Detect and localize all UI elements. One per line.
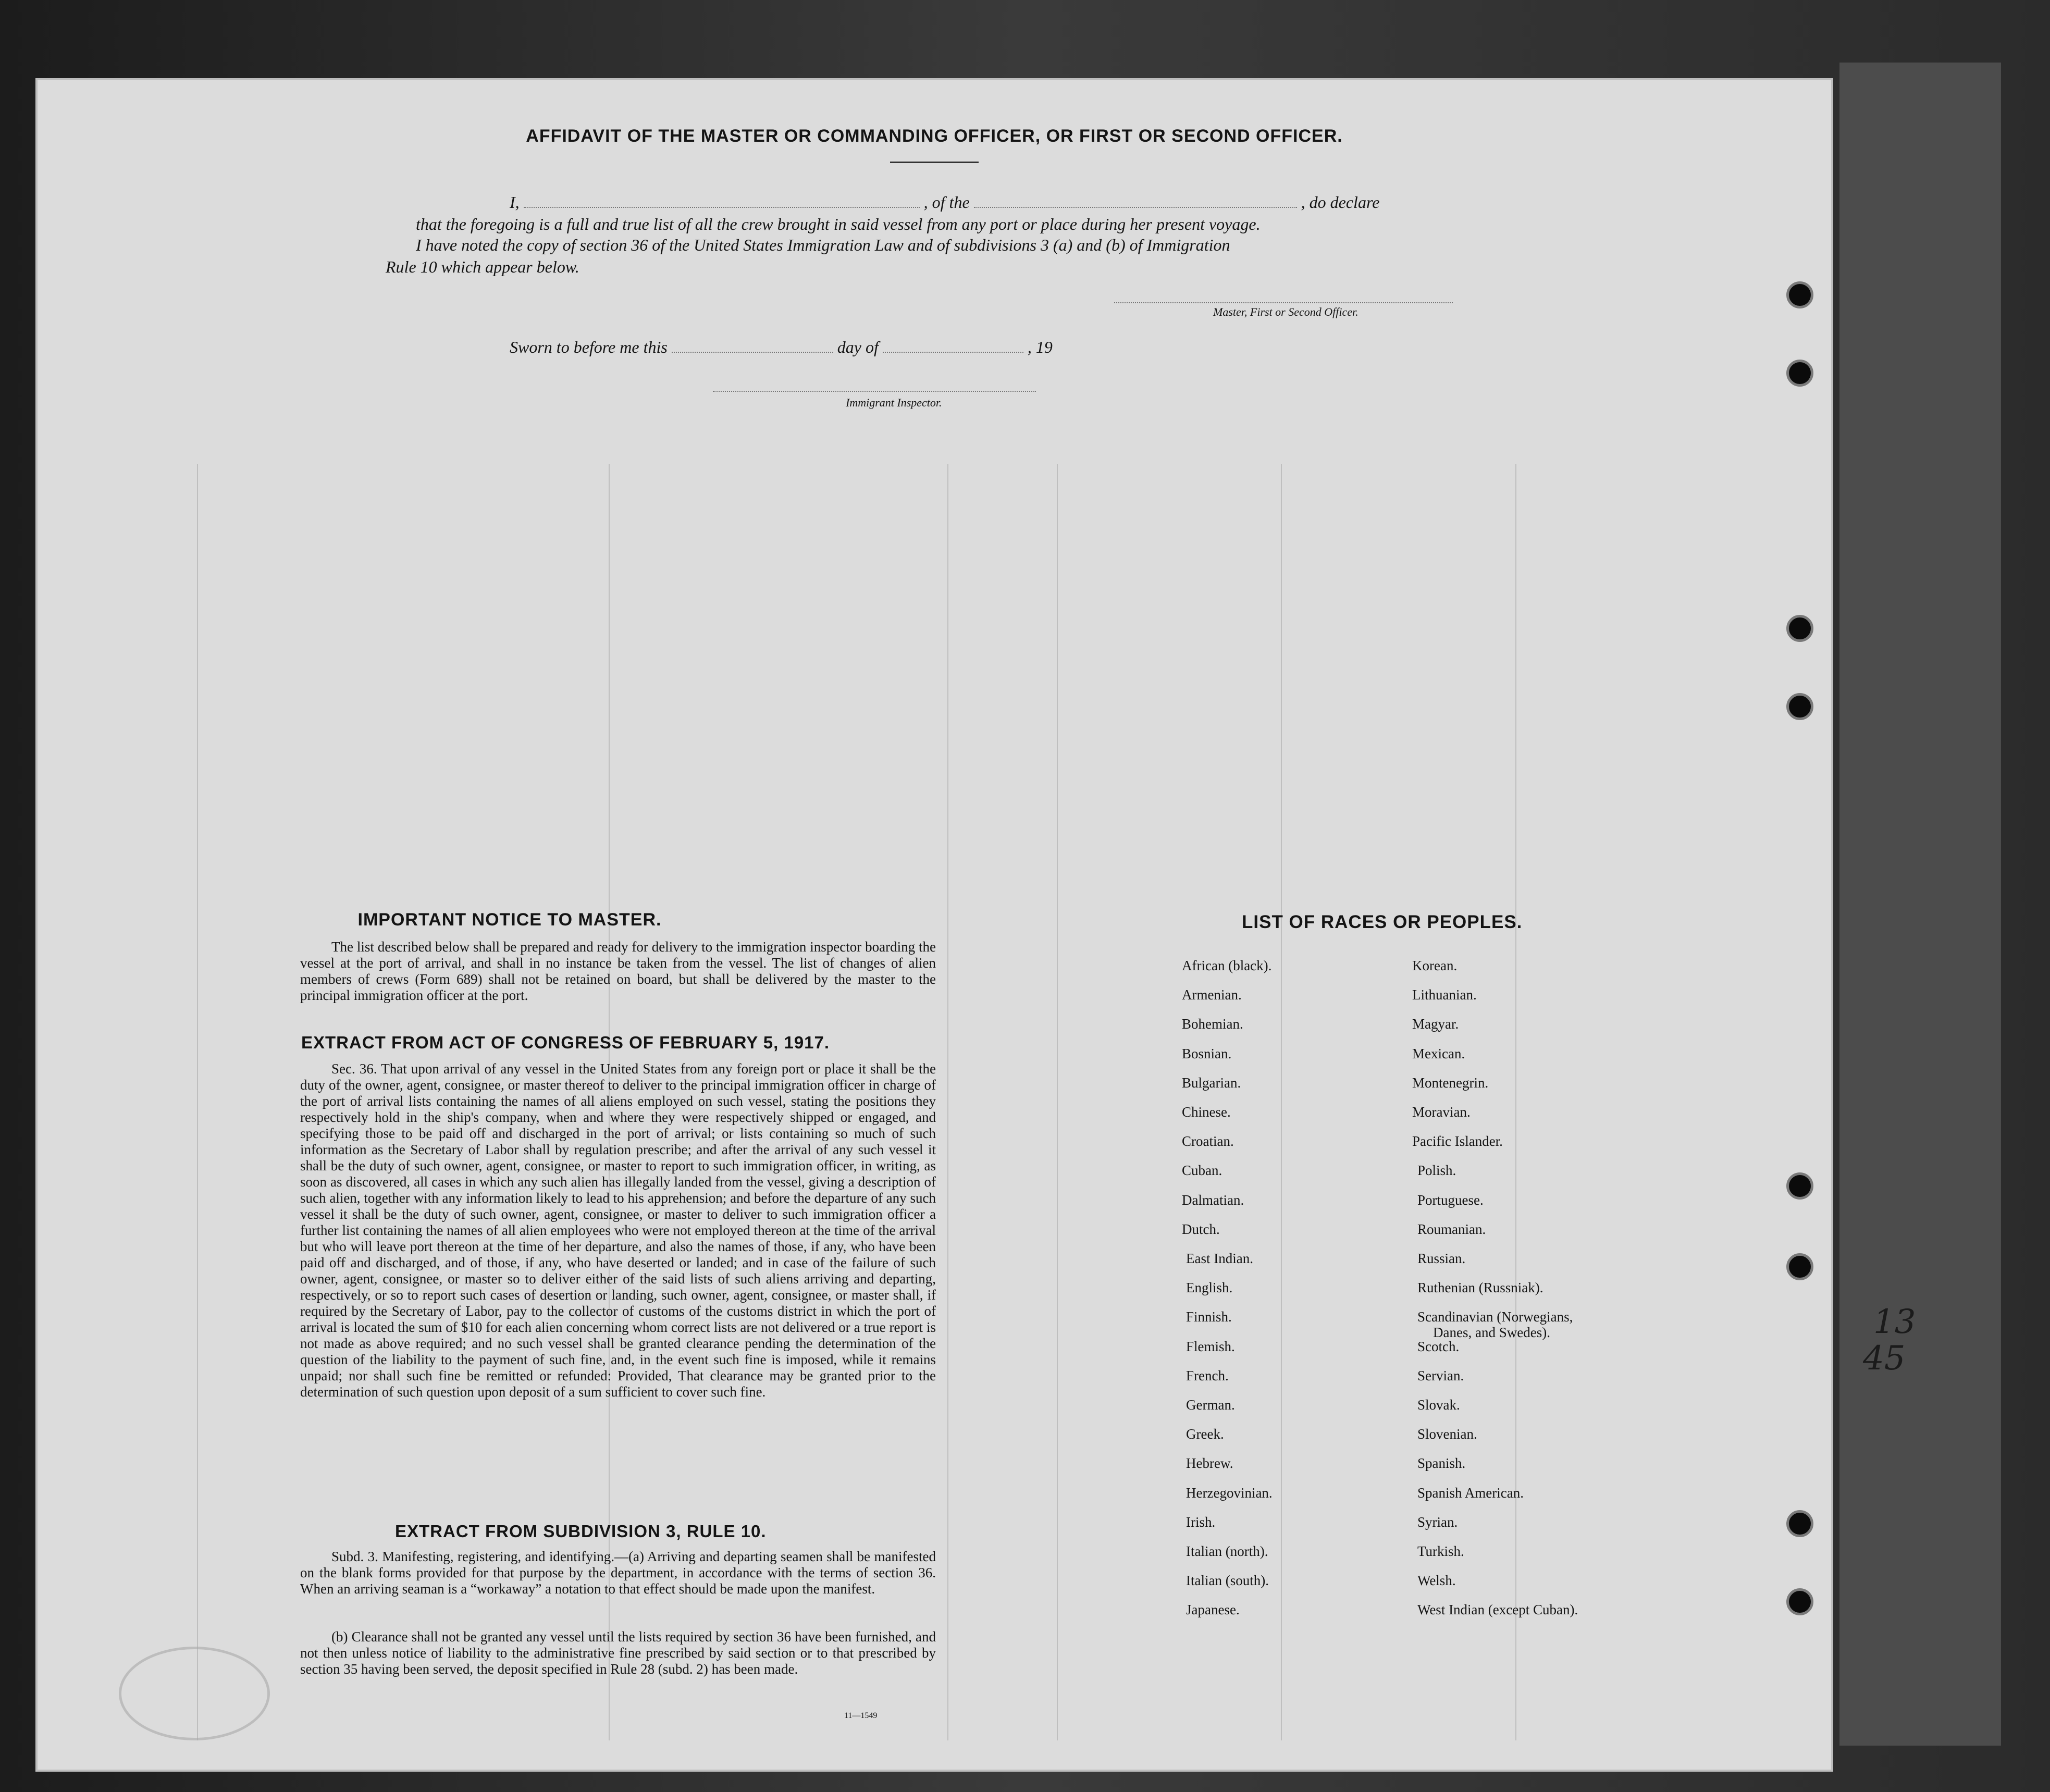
document-sheet <box>35 78 1833 1772</box>
sworn-line <box>510 338 1053 357</box>
vessel-name-blank <box>974 206 1297 208</box>
notice-body: The list described below shall be prepared and ready for delivery to the immigration inspector boarding the vessel at the port of arrival, and shall in no instance be taken from the vessel. The list of changes of alien members of crews (Form 689) shall not be retained on board, but shall be delivered by the master to the principal immigration officer at the port. <box>300 939 936 1003</box>
inspector-label: Immigrant Inspector. <box>846 396 942 409</box>
notice-heading: IMPORTANT NOTICE TO MASTER. <box>357 910 662 930</box>
race-left-item: African (black). <box>1182 958 1272 973</box>
races-heading: LIST OF RACES OR PEOPLES. <box>1242 912 1523 932</box>
punch-hole <box>1786 1588 1813 1615</box>
race-left-item: Bosnian. <box>1182 1045 1232 1061</box>
year-text: , 19 <box>1027 338 1053 356</box>
extract-act-body: Sec. 36. That upon arrival of any vessel in the United States from any foreign port or place it shall be the duty of the owner, agent, consignee, or master thereof to deliver to the principal immigration officer in charge of the port of arrival lists containing the names of all aliens employed on such vessel, stating the positions they respectively hold in the ship's company, when and where they were respectively shipped or engaged, and specifying those to be paid off and discharged in the port of arrival; or lists containing so much of such information as the Secretary of Labor shall by regulation prescribe; and after the arrival of any such vessel it shall be the duty of such owner, agent, consignee, or master to report to such immigration officer, in writing, as soon as discovered, all cases in which any such alien has illegally landed from the vessel, giving a description of such alien, together with any information likely to lead to his apprehension; and before the departure of any such vessel it shall be the duty of such owner, agent, consignee, or master to deliver to such immigration officer a further list containing the names of all alien employees who were not employed thereon at the time of the arrival but who will leave port thereon at the time of her departure, and also the names of those, if any, who have been paid off and discharged, and of those, if any, who have deserted or landed; and in case of the failure of such owner, agent, consignee, or master so to deliver either of the said lists of such aliens arriving and departing, respectively, or so to report such cases of desertion or landing, such owner, agent, consignee, or master shall, if required by the Secretary of Labor, pay to the collector of customs of the customs district in which the port of arrival is located the sum of $10 for each alien concerning whom correct lists are not delivered or a true report is not made as above required; and no such vessel shall be granted clearance pending the determination of the question of the liability to the payment of such fine, and, in the event such fine is imposed, while it remains unpaid; nor shall such fine be remitted or refunded: Provided, That clearance may be granted prior to the determination of such question upon deposit of a sum sufficient to cover such fine. <box>300 1061 936 1400</box>
vessel-prefix: , of the <box>923 193 970 212</box>
handwritten-mark-13: 13 <box>1873 1303 1916 1341</box>
race-right-item: Danes, and Swedes). <box>1433 1325 1550 1341</box>
race-left-item: East Indian. <box>1186 1251 1253 1266</box>
inspector-signature-line <box>713 391 1036 392</box>
extract-rule-heading: EXTRACT FROM SUBDIVISION 3, RULE 10. <box>395 1522 767 1541</box>
race-left-item: Hebrew. <box>1186 1455 1233 1472</box>
punch-hole <box>1786 693 1813 720</box>
bleed-gridline <box>947 464 948 1740</box>
form-number: 11—1549 <box>844 1711 878 1720</box>
race-left-item: Cuban. <box>1182 1163 1222 1179</box>
bleed-gridline <box>1515 464 1516 1740</box>
extract-rule-para-a: Subd. 3. Manifesting, registering, and identifying.—(a) Arriving and departing seamen shall be manifested on the blank forms provided for that purpose by the department, in accordance with the terms of section 36. When an arriving seaman is a “workaway” a notation to that effect should be made upon the manifest. <box>300 1549 936 1597</box>
heading-rule <box>890 162 979 163</box>
race-right-item: Spanish. <box>1417 1455 1466 1472</box>
declarant-name-blank <box>524 206 920 208</box>
punch-hole <box>1786 360 1813 387</box>
race-right-item: Mexican. <box>1412 1045 1465 1061</box>
race-right-item: Turkish. <box>1417 1543 1464 1559</box>
extract-rule-para-b: (b) Clearance shall not be granted any vessel until the lists required by section 36 have been furnished, and not then unless notice of liability to the administrative fine prescribed by said section or to that prescribed by section 35 having been served, the deposit specified in Rule 28 (subd. 2) has been made. <box>300 1629 936 1677</box>
affidavit-line-2: that the foregoing is a full and true list of all the crew brought in said vessel from any port or place during her present voyage. <box>416 215 1261 233</box>
race-right-item: Magyar. <box>1412 1016 1459 1032</box>
race-right-item: Servian. <box>1417 1367 1464 1383</box>
punch-hole <box>1786 1172 1813 1200</box>
race-left-item: English. <box>1186 1280 1233 1296</box>
race-left-item: Dutch. <box>1182 1221 1220 1237</box>
race-left-item: Irish. <box>1186 1514 1216 1530</box>
master-signature-line <box>1114 302 1453 303</box>
affidavit-line-1 <box>510 193 1379 212</box>
extract-act-heading: EXTRACT FROM ACT OF CONGRESS OF FEBRUARY 5, 1917. <box>301 1033 830 1052</box>
punch-hole <box>1786 615 1813 642</box>
race-right-item: Spanish American. <box>1417 1485 1524 1501</box>
race-right-item: Ruthenian (Russniak). <box>1417 1280 1543 1296</box>
race-left-item: Croatian. <box>1182 1133 1234 1150</box>
race-right-item: Moravian. <box>1412 1104 1471 1120</box>
declare-text: , do declare <box>1301 193 1380 212</box>
bleed-gridline <box>197 464 198 1740</box>
race-left-item: Japanese. <box>1186 1602 1240 1618</box>
handwritten-mark-45: 45 <box>1863 1339 1906 1378</box>
bleed-gridline <box>1281 464 1282 1740</box>
race-left-item: German. <box>1186 1397 1235 1413</box>
race-right-item: Korean. <box>1412 958 1458 973</box>
race-left-item: Bohemian. <box>1182 1016 1243 1032</box>
race-right-item: Welsh. <box>1417 1573 1456 1589</box>
race-left-item: Finnish. <box>1186 1309 1232 1325</box>
race-right-item: Slovak. <box>1417 1397 1460 1413</box>
race-left-item: Italian (north). <box>1186 1543 1268 1559</box>
punch-hole <box>1786 1510 1813 1537</box>
race-left-item: Herzegovinian. <box>1186 1485 1273 1501</box>
bleed-gridline <box>1057 464 1058 1740</box>
race-right-item: Scandinavian (Norwegians, <box>1417 1309 1573 1325</box>
race-right-item: Polish. <box>1417 1163 1456 1179</box>
race-right-item: Montenegrin. <box>1412 1074 1489 1091</box>
day-blank <box>672 351 833 353</box>
master-label: Master, First or Second Officer. <box>1213 305 1359 318</box>
punch-hole <box>1786 281 1813 308</box>
race-left-item: Chinese. <box>1182 1104 1231 1120</box>
declarant-prefix: I, <box>510 193 520 212</box>
punch-hole <box>1786 1253 1813 1280</box>
faded-stamp <box>119 1647 270 1740</box>
race-right-item: Scotch. <box>1417 1338 1460 1354</box>
race-right-item: Portuguese. <box>1417 1192 1484 1208</box>
affidavit-line-4: Rule 10 which appear below. <box>386 257 579 276</box>
race-right-item: Slovenian. <box>1417 1426 1477 1442</box>
race-left-item: Greek. <box>1186 1426 1224 1442</box>
race-right-item: Roumanian. <box>1417 1221 1486 1237</box>
bleed-through-title <box>327 156 1734 193</box>
race-right-item: Syrian. <box>1417 1514 1458 1530</box>
race-left-item: Flemish. <box>1186 1338 1235 1354</box>
race-right-item: Lithuanian. <box>1412 987 1477 1003</box>
race-left-item: Italian (south). <box>1186 1573 1269 1589</box>
day-of-text: day of <box>837 338 879 356</box>
underlying-page-edge <box>1839 63 2001 1746</box>
race-left-item: French. <box>1186 1367 1229 1383</box>
race-left-item: Bulgarian. <box>1182 1074 1241 1091</box>
race-right-item: Pacific Islander. <box>1412 1133 1503 1150</box>
sworn-text: Sworn to before me this <box>510 338 668 356</box>
affidavit-heading: AFFIDAVIT OF THE MASTER OR COMMANDING OFFICER, OR FIRST OR SECOND OFFICER. <box>526 126 1343 146</box>
race-right-item: West Indian (except Cuban). <box>1417 1602 1578 1618</box>
race-left-item: Armenian. <box>1182 987 1242 1003</box>
affidavit-line-3: I have noted the copy of section 36 of the United States Immigration Law and of subdivisions 3 (a) and (b) of Immigration <box>416 236 1230 254</box>
race-left-item: Dalmatian. <box>1182 1192 1244 1208</box>
race-right-item: Russian. <box>1417 1251 1466 1266</box>
month-blank <box>883 351 1023 353</box>
